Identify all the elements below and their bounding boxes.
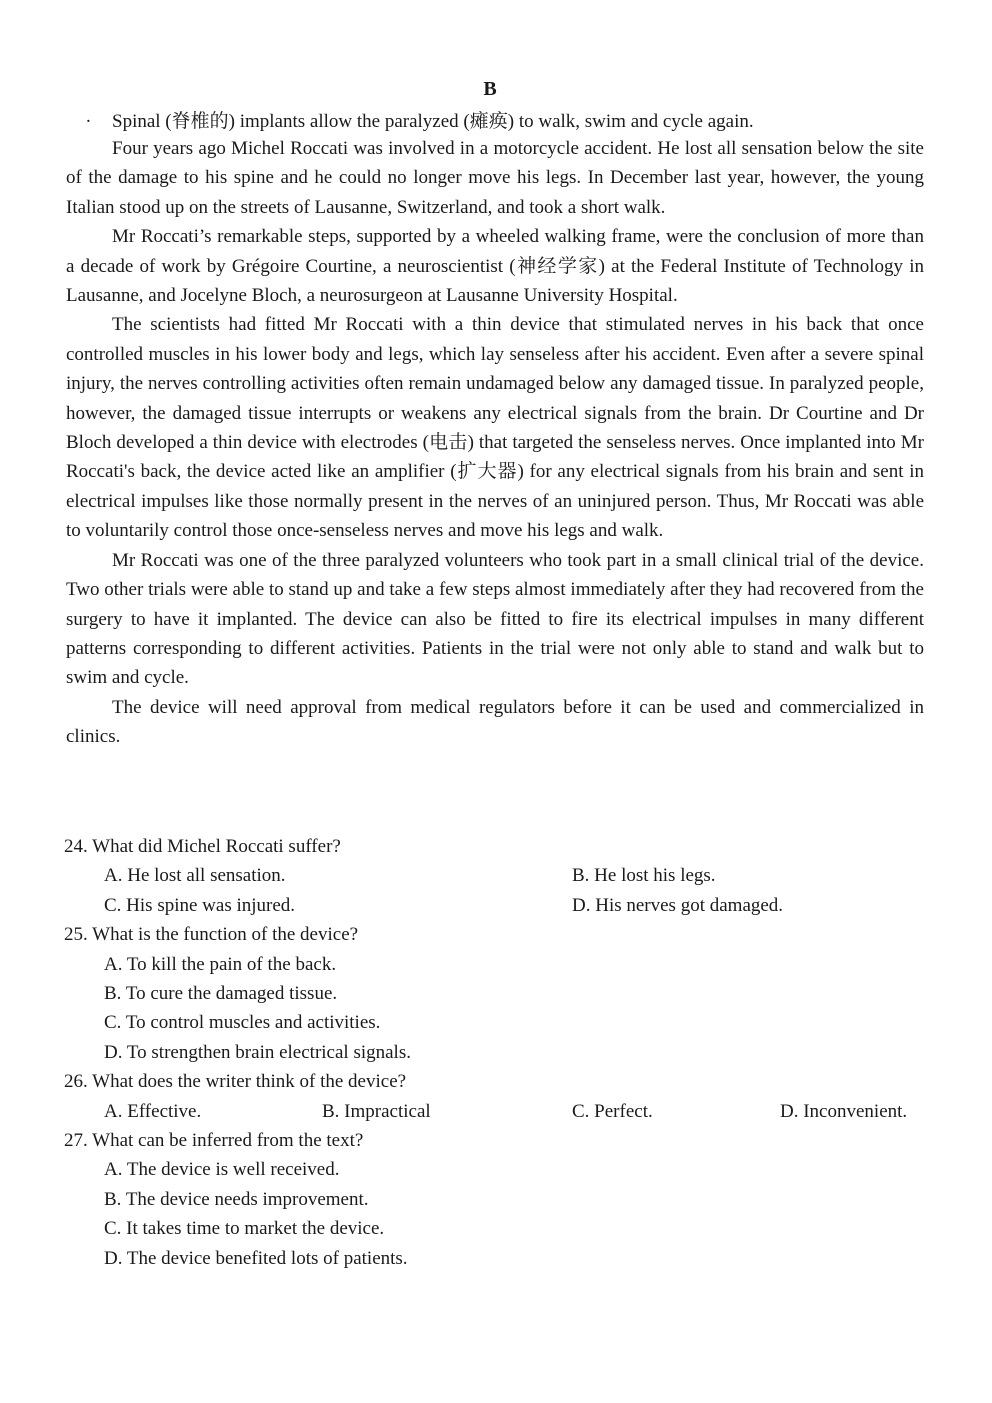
question-27-option-b[interactable]: B. The device needs improvement. <box>104 1188 369 1210</box>
paragraph: The scientists had fitted Mr Roccati with a thin device that stimulated nerves in his back that once controlled muscles in his lower body and legs, which lay senseless after his accident. Even after a severe spinal injury, the nerves controlling activities often remain undamaged below any damaged tissue. In paralyzed people, however, the damaged tissue interrupts or weakens any electrical signals from the brain. Dr Courtine and Dr Bloch developed a thin device with electrodes (电击) that targeted the senseless nerves. Once implanted into Mr Roccati's back, the device acted like an amplifier (扩大器) for any electrical signals from his brain and sent in electrical impulses like those normally present in the nerves of an uninjured person. Thus, Mr Roccati was able to voluntarily control those once-senseless nerves and move his legs and walk. <box>66 314 924 542</box>
paragraph: Mr Roccati’s remarkable steps, supported by a wheeled walking frame, were the conclusion of more than a decade of work by Grégoire Courtine, a neuroscientist (神经学家) at the Federal Institute of Technology in Lausanne, and Jocelyne Bloch, a neurosurgeon at Lausanne University Hospital. <box>66 226 924 307</box>
paragraph: Four years ago Michel Roccati was involved in a motorcycle accident. He lost all sensation below the site of the damage to his spine and he could no longer move his legs. In December last year, however, the young Italian stood up on the streets of Lausanne, Switzerland, and took a short walk. <box>66 138 924 218</box>
question-24-option-b[interactable]: B. He lost his legs. <box>572 865 716 887</box>
question-26-option-c[interactable]: C. Perfect. <box>572 1100 653 1122</box>
paragraph: Mr Roccati was one of the three paralyzed volunteers who took part in a small clinical trial of the device. Two other trials were able to stand up and take a few steps almost immediately after they had recovered from the surgery to have it implanted. The device can also be fitted to fire its electrical impulses in many different patterns corresponding to different activities. Patients in the trial were not only able to stand and walk but to swim and cycle. <box>66 549 924 689</box>
question-26-option-a[interactable]: A. Effective. <box>104 1100 202 1122</box>
question-27-stem: 27. What can be inferred from the text? <box>64 1130 364 1152</box>
question-list <box>64 832 930 1273</box>
question-24-option-a[interactable]: A. He lost all sensation. <box>104 865 286 887</box>
question-26-options-row <box>64 1097 930 1126</box>
question-27-option-a[interactable]: A. The device is well received. <box>104 1159 340 1181</box>
question-24-option-c[interactable]: C. His spine was injured. <box>104 894 296 916</box>
question-25-stem: 25. What is the function of the device? <box>64 924 359 946</box>
question-25-option-c[interactable]: C. To control muscles and activities. <box>104 1012 381 1034</box>
passage-body <box>66 134 924 752</box>
question-26-option-b[interactable]: B. Impractical <box>322 1100 431 1122</box>
question-24-option-d[interactable]: D. His nerves got damaged. <box>572 894 784 916</box>
question-25-option-d[interactable]: D. To strengthen brain electrical signals. <box>104 1041 411 1063</box>
question-27-option-d[interactable]: D. The device benefited lots of patients. <box>104 1247 408 1269</box>
question-26-stem: 26. What does the writer think of the device? <box>64 1071 407 1093</box>
question-26-option-d[interactable]: D. Inconvenient. <box>780 1100 908 1122</box>
question-24-stem: 24. What did Michel Roccati suffer? <box>64 836 341 857</box>
question-24-options-row-2 <box>64 891 930 920</box>
paragraph: The device will need approval from medical regulators before it can be used and commercialized in clinics. <box>66 696 924 748</box>
passage-subtitle: Spinal (脊椎的) implants allow the paralyzed (瘫痪) to walk, swim and cycle again. <box>112 111 754 132</box>
question-25-option-b[interactable]: B. To cure the damaged tissue. <box>104 983 338 1004</box>
section-heading: B <box>483 78 497 100</box>
stray-mark: . <box>86 106 91 127</box>
question-27-option-c[interactable]: C. It takes time to market the device. <box>104 1218 385 1240</box>
question-25-option-a[interactable]: A. To kill the pain of the back. <box>104 953 337 975</box>
question-24-options-row-1 <box>64 861 930 890</box>
